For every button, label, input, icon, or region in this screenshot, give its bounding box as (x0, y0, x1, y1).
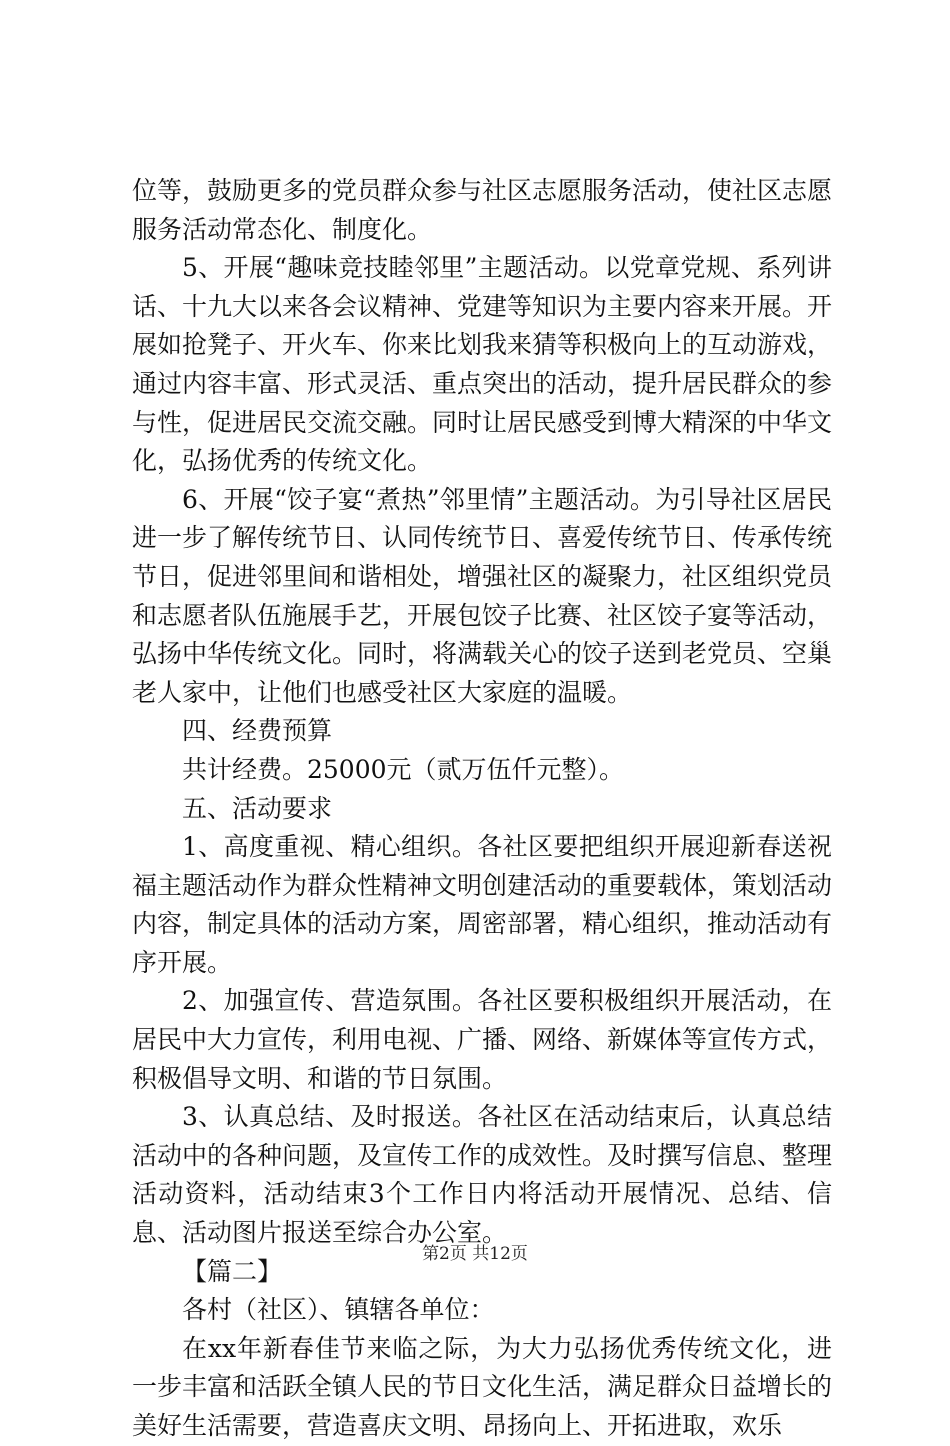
paragraph: 在xx年新春佳节来临之际，为大力弘扬优秀传统文化，进一步丰富和活跃全镇人民的节日文化生活，满足群众日益增长的美好生活需要，营造喜庆文明、昂扬向上、开拓进取，欢乐 (132, 1333, 833, 1440)
paragraph: 五、活动要求 (182, 793, 333, 823)
paragraph: 3、认真总结、及时报送。各社区在活动结束后，认真总结活动中的各种问题，及宣传工作的成效性。及时撰写信息、整理活动资料，活动结束3个工作日内将活动开展情况、总结、信息、活动图片报送至综合办公室。 (132, 1102, 833, 1248)
paragraph: 6、开展“饺子宴“煮热”邻里情”主题活动。为引导社区居民进一步了解传统节日、认同传统节日、喜爱传统节日、传承传统节日，促进邻里间和谐相处，增强社区的凝聚力，社区组织党员和志愿者队伍施展手艺，开展包饺子比赛、社区饺子宴等活动，弘扬中华传统文化。同时，将满载关心的饺子送到老党员、空巢老人家中，让他们也感受社区大家庭的温暖。 (132, 484, 833, 707)
paragraph: 【篇二】 (182, 1256, 283, 1286)
page-footer: 第2页 共12页 (422, 1244, 528, 1264)
paragraph: 2、加强宣传、营造氛围。各社区要积极组织开展活动，在居民中大力宣传，利用电视、广播、网络、新媒体等宣传方式，积极倡导文明、和谐的节日氛围。 (132, 986, 833, 1093)
paragraph: 5、开展“趣味竞技睦邻里”主题活动。以党章党规、系列讲话、十九大以来各会议精神、党建等知识为主要内容来开展。开展如抢凳子、开火车、你来比划我来猜等积极向上的互动游戏，通过内容丰富、形式灵活、重点突出的活动，提升居民群众的参与性，促进居民交流交融。同时让居民感受到博大精深的中华文化，弘扬优秀的传统文化。 (132, 253, 833, 476)
paragraph: 1、高度重视、精心组织。各社区要把组织开展迎新春送祝福主题活动作为群众性精神文明创建活动的重要载体，策划活动内容，制定具体的活动方案，周密部署，精心组织，推动活动有序开展。 (132, 832, 833, 977)
paragraph: 四、经费预算 (182, 716, 333, 746)
paragraph: 位等，鼓励更多的党员群众参与社区志愿服务活动，使社区志愿服务活动常态化、制度化。 (132, 176, 833, 244)
paragraph: 各村（社区）、镇辖各单位： (182, 1295, 495, 1325)
paragraph: 共计经费。25000元（贰万伍仟元整）。 (182, 754, 625, 784)
